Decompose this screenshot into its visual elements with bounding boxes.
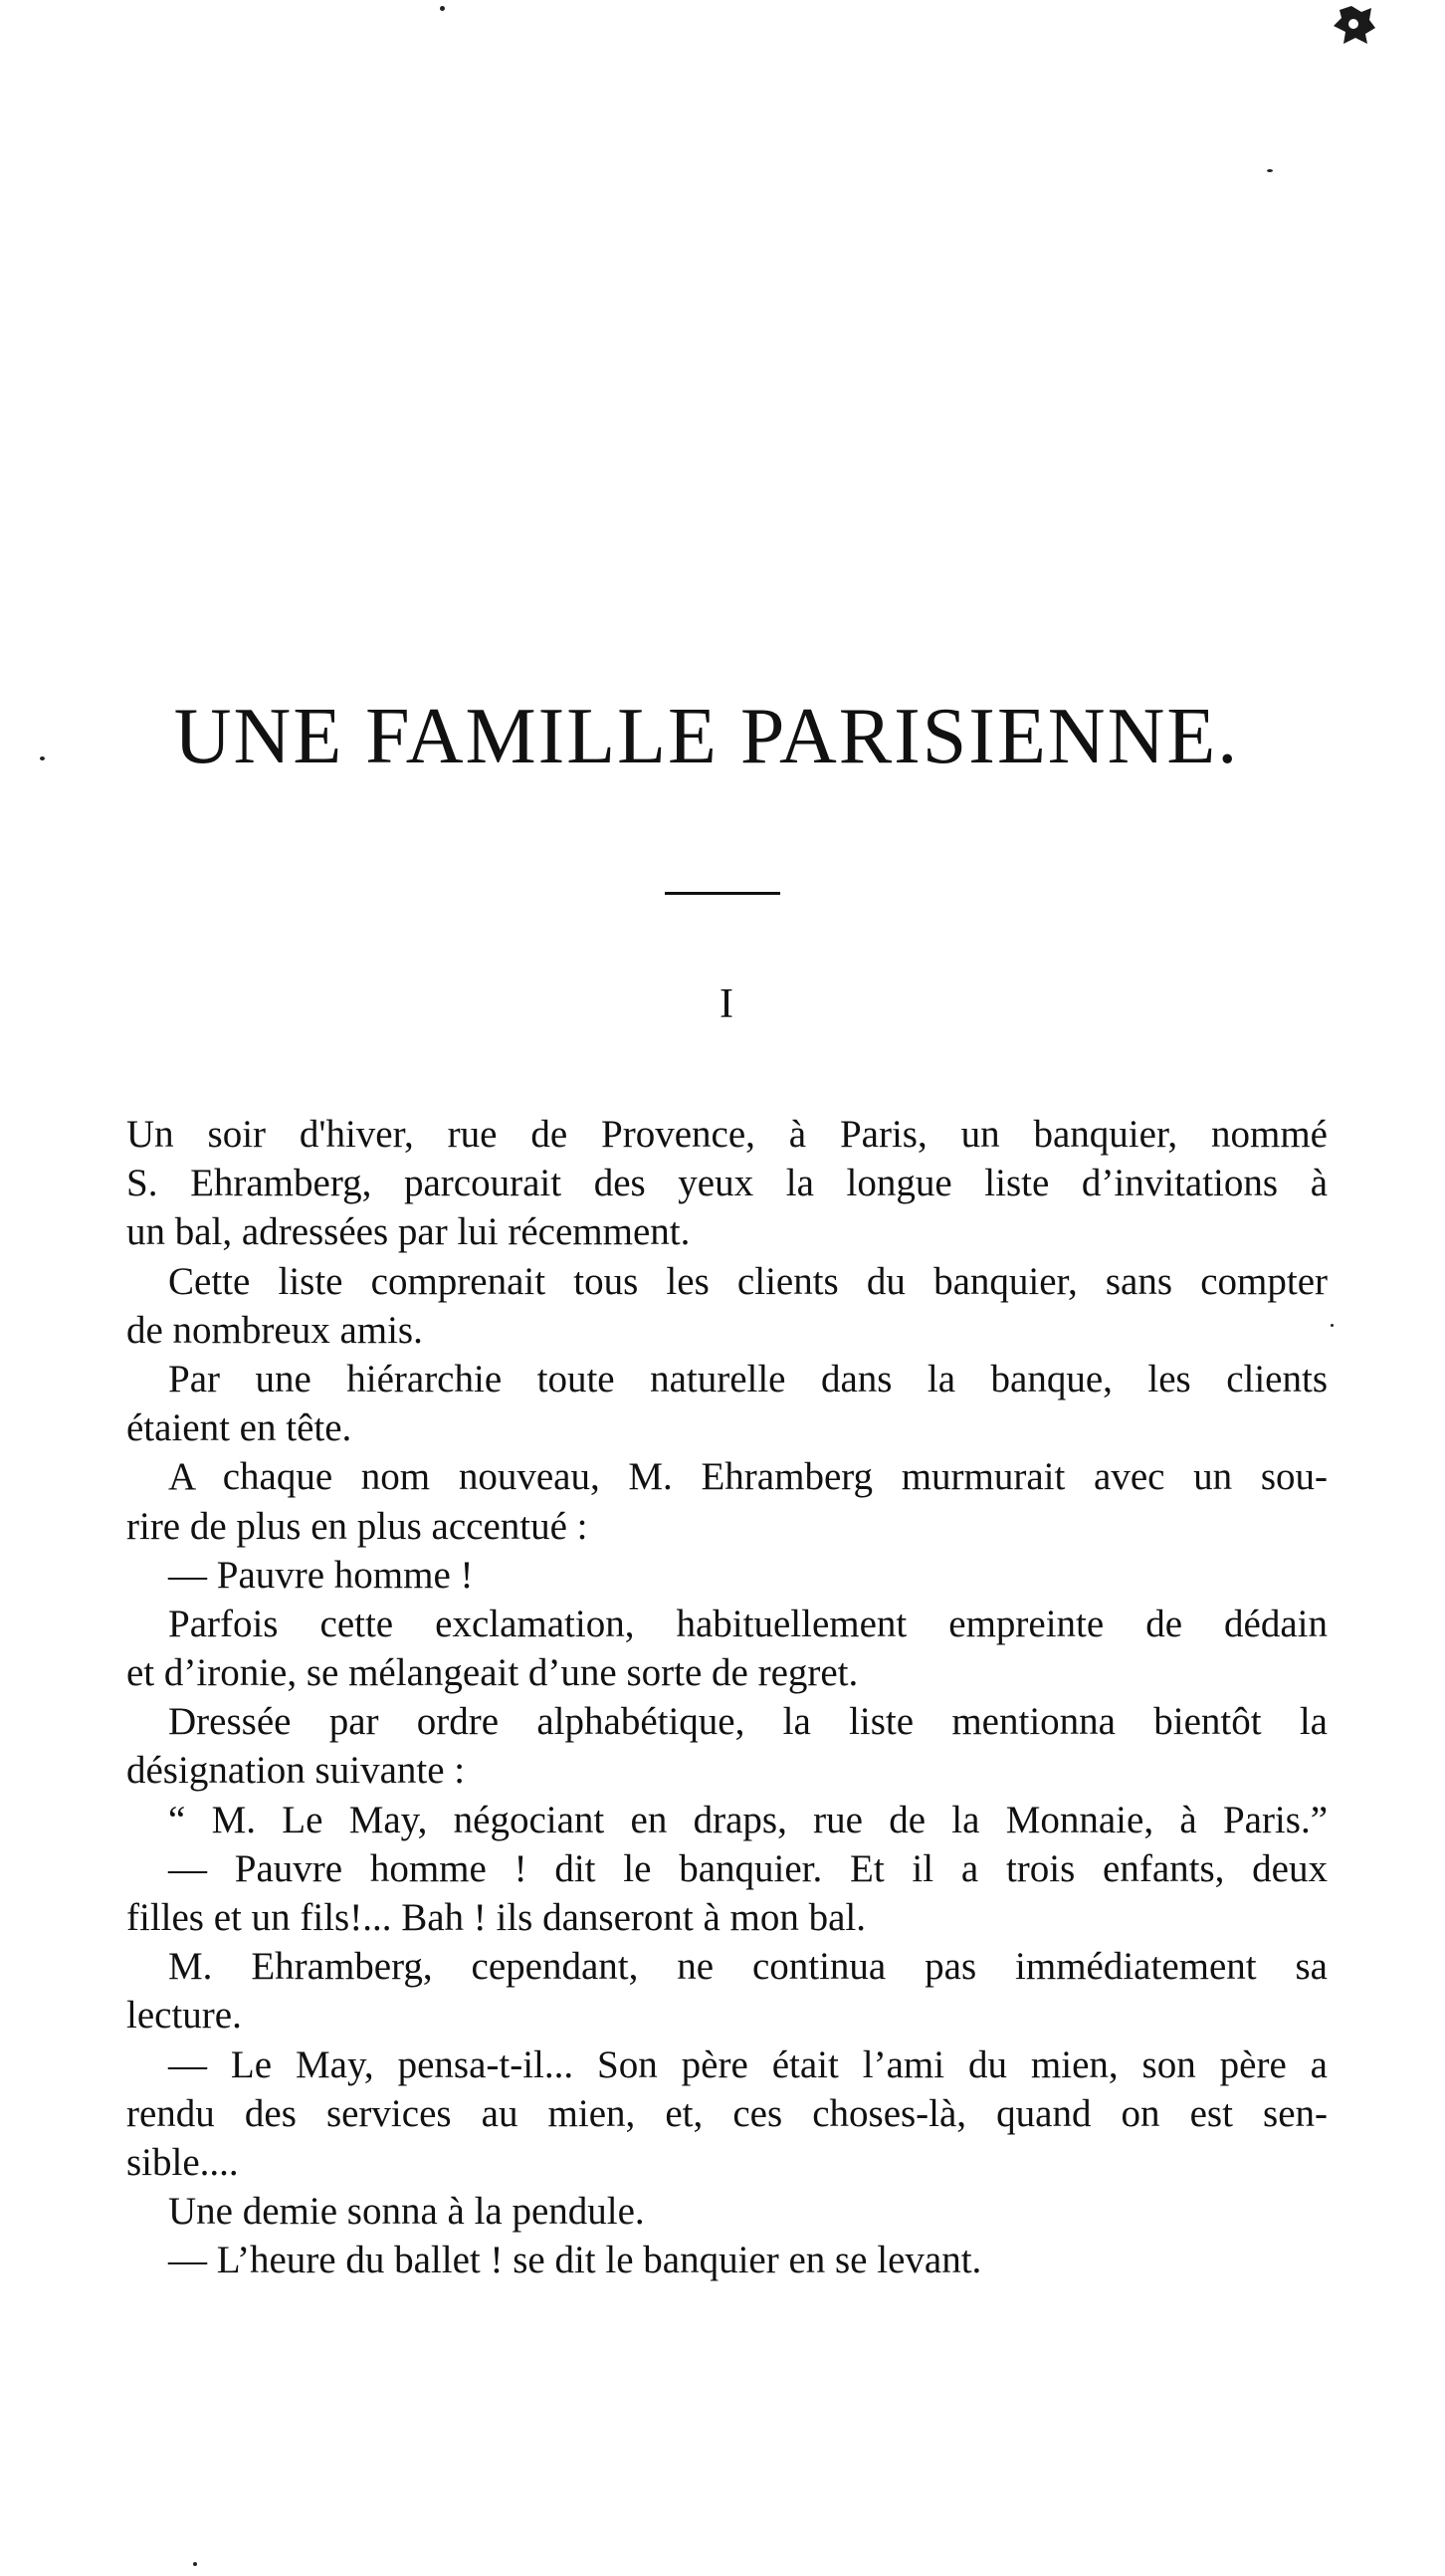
text-line: Par une hiérarchie toute naturelle dans la banque, les clients — [168, 1357, 1328, 1400]
text-line: Cette liste comprenait tous les clients du banquier, sans compter — [168, 1259, 1328, 1303]
text-line: lecture. — [126, 1994, 242, 2038]
text-line: Parfois cette exclamation, habituellement empreinte de dédain — [168, 1602, 1328, 1645]
page-speck — [40, 756, 45, 760]
body-text — [126, 1110, 1328, 2285]
text-line: rire de plus en plus accentué : — [126, 1504, 588, 1548]
text-line: de nombreux amis. — [126, 1308, 423, 1352]
text-line: sible.... — [126, 2140, 239, 2184]
page-speck — [193, 2562, 197, 2566]
text-line: M. Ehramberg, cependant, ne continua pas immédiatement sa — [168, 1945, 1328, 1989]
text-line: un bal, adressées par lui récemment. — [126, 1210, 691, 1254]
page-title: UNE FAMILLE PARISIENNE. — [173, 693, 1240, 780]
chapter-number: I — [720, 981, 733, 1027]
page-speck — [1331, 1324, 1334, 1327]
text-line: Dressée par ordre alphabétique, la liste mentionna bientôt la — [168, 1700, 1328, 1744]
text-line: désignation suivante : — [126, 1749, 466, 1793]
page-speck — [440, 6, 445, 11]
text-line: S. Ehramberg, parcourait des yeux la longue liste d’invitations à — [126, 1162, 1328, 1205]
text-line: étaient en tête. — [126, 1406, 352, 1450]
text-line: — Pauvre homme ! dit le banquier. Et il a trois enfants, deux — [168, 1846, 1328, 1890]
title-rule — [665, 892, 780, 895]
text-line: “ M. Le May, négociant en draps, rue de la Monnaie, à Paris.” — [168, 1798, 1328, 1841]
text-line: rendu des services au mien, et, ces choses-là, quand on est sen- — [126, 2091, 1328, 2135]
text-line: — L’heure du ballet ! se dit le banquier en se levant. — [168, 2239, 982, 2282]
text-line: et d’ironie, se mélangeait d’une sorte de regret. — [126, 1651, 859, 1695]
text-line: — Le May, pensa-t-il... Son père était l’ami du mien, son père a — [168, 2042, 1328, 2086]
text-line: Une demie sonna à la pendule. — [168, 2190, 645, 2234]
text-line: filles et un fils!... Bah ! ils danseront à mon bal. — [126, 1896, 867, 1939]
text-line: A chaque nom nouveau, M. Ehramberg murmurait avec un sou- — [168, 1455, 1328, 1499]
ink-blot-mark — [1332, 4, 1375, 46]
text-line: Un soir d'hiver, rue de Provence, à Paris, un banquier, nommé — [126, 1113, 1328, 1156]
page-speck — [1267, 169, 1273, 172]
text-line: — Pauvre homme ! — [168, 1553, 474, 1597]
